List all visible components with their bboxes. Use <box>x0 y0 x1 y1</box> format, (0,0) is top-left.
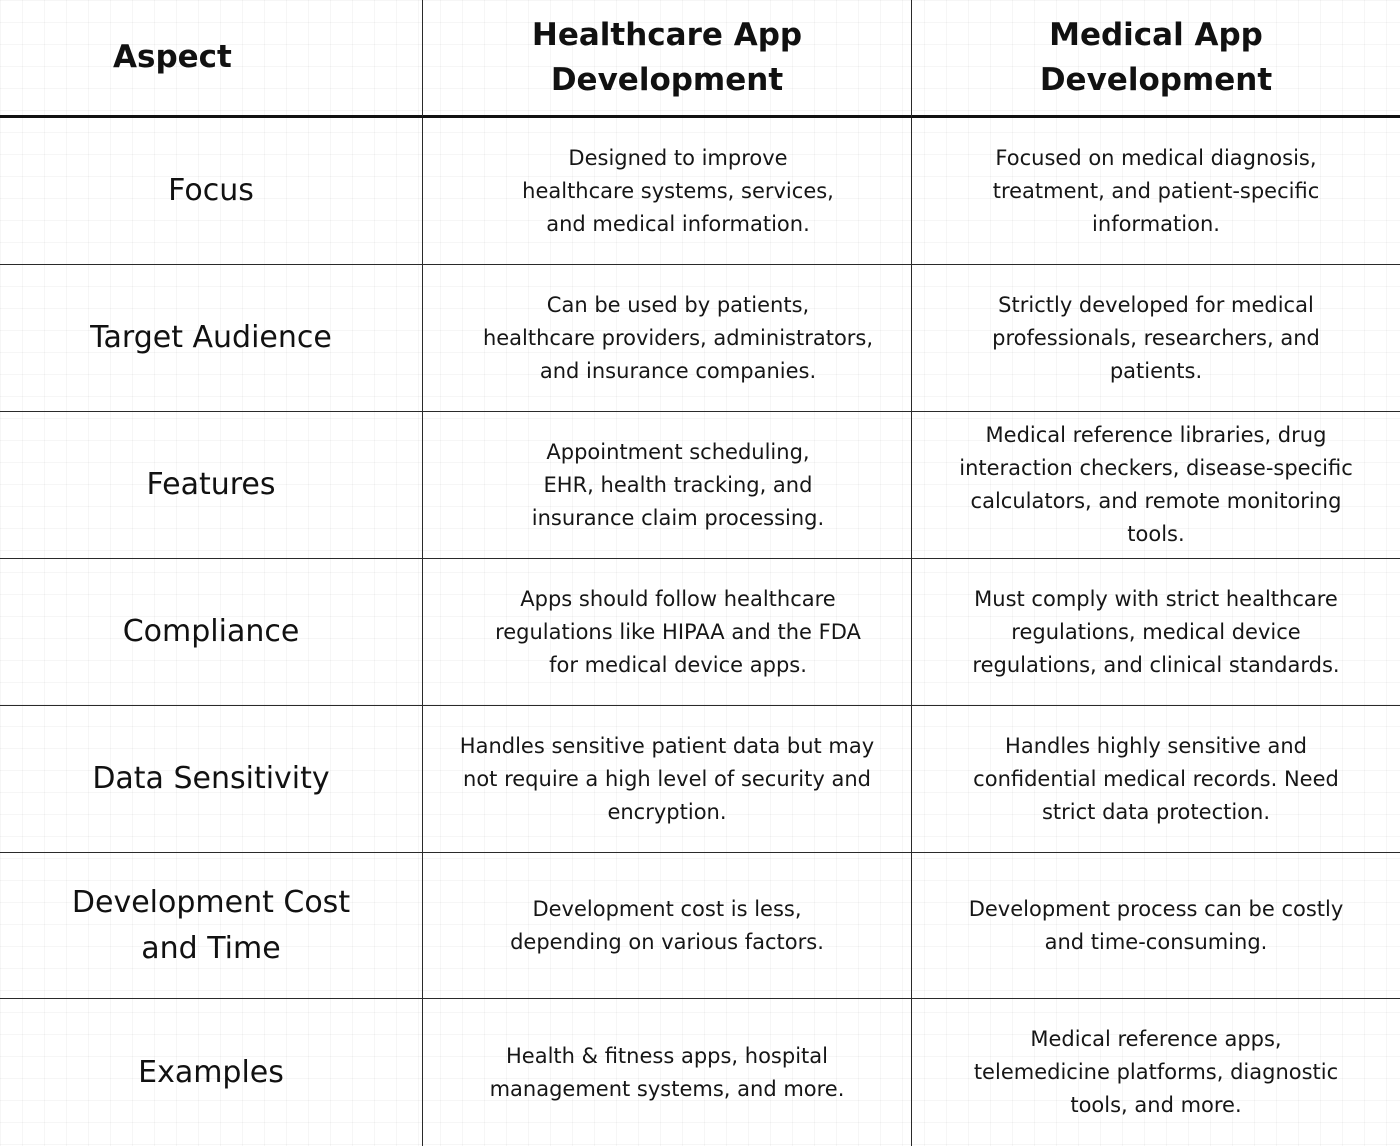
desc-line: confidential medical records. Need <box>973 766 1339 791</box>
desc-line: Can be used by patients, <box>546 292 810 317</box>
row-examples-medical <box>911 999 1400 1146</box>
desc-line: Appointment scheduling, <box>546 439 810 464</box>
desc-line: Development cost is less, <box>532 896 802 921</box>
desc-line: interaction checkers, disease-specific <box>959 456 1353 480</box>
desc-line: and medical information. <box>546 211 810 236</box>
desc-line: Health & fitness apps, hospital <box>506 1043 828 1068</box>
desc-line: strict data protection. <box>1041 799 1271 824</box>
desc-line: Handles highly sensitive and <box>1005 733 1307 758</box>
desc-line: Handles sensitive patient data but may <box>459 733 875 758</box>
aspect-line: Target Audience <box>90 320 332 355</box>
row-features-healthcare <box>422 412 911 559</box>
row-data-sensitivity-medical <box>911 706 1400 853</box>
desc-line: tools. <box>1127 522 1185 546</box>
desc-line: insurance claim processing. <box>531 505 825 530</box>
desc-line: regulations, medical device <box>1011 619 1301 644</box>
desc-line: Must comply with strict healthcare <box>974 586 1338 611</box>
row-compliance-aspect <box>0 559 422 706</box>
desc-line: professionals, researchers, and <box>992 325 1320 350</box>
aspect-line: Focus <box>168 173 254 208</box>
desc-line: Apps should follow healthcare <box>520 586 836 611</box>
row-examples-healthcare <box>422 999 911 1146</box>
desc-line: management systems, and more. <box>489 1076 845 1101</box>
desc-line: Medical reference apps, <box>1030 1027 1282 1051</box>
row-features-aspect <box>0 412 422 559</box>
header-medical <box>911 0 1400 118</box>
header-medical-line: Development <box>1039 61 1273 98</box>
desc-line: calculators, and remote monitoring <box>970 489 1342 513</box>
desc-line: Medical reference libraries, drug <box>985 423 1327 447</box>
row-development-cost-healthcare <box>422 853 911 999</box>
aspect-line: and Time <box>141 930 281 966</box>
aspect-line: Features <box>146 467 276 502</box>
row-focus-medical <box>911 118 1400 265</box>
row-compliance-medical <box>911 559 1400 706</box>
aspect-line: Compliance <box>122 614 300 649</box>
row-target-audience-aspect <box>0 265 422 412</box>
desc-line: depending on various factors. <box>510 929 824 954</box>
aspect-line: Examples <box>138 1054 284 1090</box>
row-development-cost-aspect <box>0 853 422 999</box>
header-aspect-label: Aspect <box>113 39 232 75</box>
row-features-medical <box>911 412 1400 559</box>
desc-line: Development process can be costly <box>968 896 1344 921</box>
header-healthcare-line: Healthcare App <box>531 16 803 53</box>
header-medical-line: Medical App <box>1049 16 1263 53</box>
desc-line: Focused on medical diagnosis, <box>995 145 1317 170</box>
desc-line: healthcare systems, services, <box>522 178 834 203</box>
desc-line: telemedicine platforms, diagnostic <box>973 1060 1339 1084</box>
desc-line: treatment, and patient-specific <box>992 178 1320 203</box>
row-target-audience-healthcare <box>422 265 911 412</box>
row-examples-aspect <box>0 999 422 1146</box>
row-data-sensitivity-aspect <box>0 706 422 853</box>
desc-line: EHR, health tracking, and <box>543 472 813 497</box>
row-compliance-healthcare <box>422 559 911 706</box>
row-target-audience-medical <box>911 265 1400 412</box>
desc-line: Designed to improve <box>568 145 788 170</box>
desc-line: encryption. <box>607 799 727 824</box>
desc-line: regulations like HIPAA and the FDA <box>495 619 861 644</box>
desc-line: not require a high level of security and <box>463 766 871 791</box>
row-development-cost-medical <box>911 853 1400 999</box>
desc-line: Strictly developed for medical <box>998 292 1314 317</box>
header-aspect <box>0 0 422 118</box>
desc-line: tools, and more. <box>1070 1093 1242 1117</box>
row-focus-aspect <box>0 118 422 265</box>
desc-line: regulations, and clinical standards. <box>972 652 1340 677</box>
aspect-line: Development Cost <box>71 884 351 920</box>
header-healthcare-line: Development <box>550 61 784 98</box>
aspect-line: Data Sensitivity <box>92 761 330 796</box>
desc-line: for medical device apps. <box>549 652 807 677</box>
header-healthcare <box>422 0 911 118</box>
desc-line: information. <box>1092 211 1220 236</box>
desc-line: patients. <box>1109 358 1203 383</box>
row-data-sensitivity-healthcare <box>422 706 911 853</box>
desc-line: and time-consuming. <box>1044 929 1268 954</box>
row-focus-healthcare <box>422 118 911 265</box>
desc-line: and insurance companies. <box>539 358 817 383</box>
desc-line: healthcare providers, administrators, <box>482 325 874 350</box>
